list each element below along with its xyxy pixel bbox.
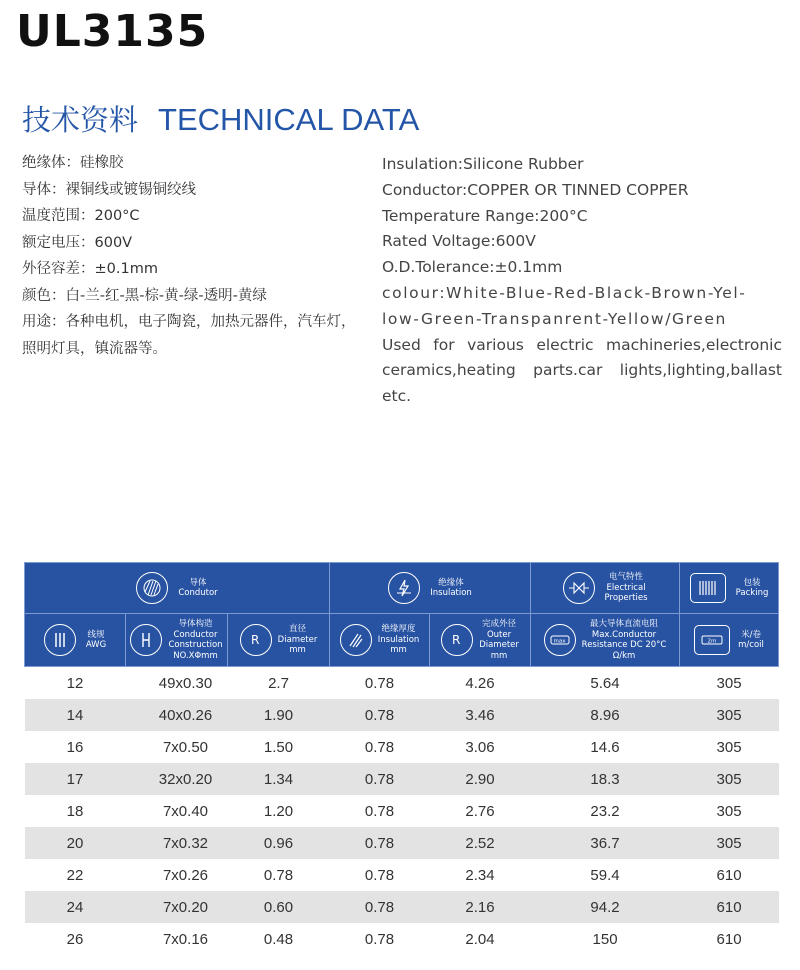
- coil-icon: [690, 573, 726, 603]
- cell-resistance: 59.4: [590, 866, 620, 884]
- cell-construction: 40x0.26: [126, 699, 228, 731]
- cell-diameter: 1.20: [263, 802, 294, 820]
- wire-gauge-icon: [44, 624, 76, 656]
- col-construction-en2: Construction: [168, 640, 223, 650]
- col-diameter-en: Diameter: [277, 634, 318, 645]
- spec-table-body: [25, 667, 779, 956]
- cell-packing: 610: [716, 866, 742, 884]
- specs-chinese: [22, 150, 362, 362]
- col-outer-cn: 完成外径: [482, 619, 517, 629]
- specs-english: [382, 152, 782, 410]
- spec-cn-tolerance: 外径容差：±0.1mm: [22, 261, 158, 277]
- cell-insulation: 0.78: [364, 674, 395, 692]
- cell-construction: 7x0.20: [126, 891, 228, 923]
- cell-diameter: 1.34: [228, 763, 330, 795]
- table-row: [25, 859, 779, 891]
- group-packing: [680, 563, 779, 614]
- cell-packing: 305: [680, 699, 779, 731]
- cell-construction: 7x0.26: [162, 866, 209, 884]
- col-diameter-cn: 直径: [289, 624, 307, 635]
- cell-outer: 4.26: [465, 674, 495, 692]
- spec-cn-insulation: 绝缘体：硅橡胶: [22, 155, 124, 171]
- insulation-layer-icon: [340, 624, 372, 656]
- length-icon: [694, 625, 730, 655]
- cell-outer: 3.06: [465, 738, 495, 756]
- cell-construction: 7x0.32: [126, 827, 228, 859]
- col-diameter: [228, 614, 330, 667]
- cell-insulation: 0.78: [330, 827, 430, 859]
- cell-awg: 22: [66, 866, 84, 884]
- cell-insulation: 0.78: [330, 891, 430, 923]
- cell-outer: 3.46: [430, 699, 531, 731]
- spec-cn-conductor: 导体：裸铜线或镀锡铜绞线: [22, 181, 196, 198]
- table-row: [25, 667, 779, 700]
- cell-diameter: 0.60: [228, 891, 330, 923]
- group-conductor-en: Condutor: [178, 588, 218, 598]
- table-row: [25, 763, 779, 795]
- model-title: UL3135: [16, 6, 209, 57]
- group-conductor-cn: 导体: [189, 577, 207, 588]
- cell-packing: 610: [680, 891, 779, 923]
- cell-outer: 2.34: [465, 866, 495, 884]
- spec-en-insulation: Insulation:Silicone Rubber: [382, 155, 584, 173]
- col-resistance: [531, 614, 680, 667]
- cell-diameter: 2.7: [268, 674, 289, 692]
- cell-packing: 305: [680, 763, 779, 795]
- svg-text:R: R: [452, 633, 461, 647]
- col-packing-cn: 米/卷: [741, 629, 761, 640]
- col-outer-en2: Diameter: [479, 640, 519, 650]
- cell-diameter: 1.50: [263, 738, 294, 756]
- cell-awg: 16: [66, 738, 84, 756]
- col-resistance-en: Max.Conductor: [591, 629, 657, 640]
- spec-en-usage: Used for various electric machineries,electronic ceramics,heating parts.car lights,lighting,ballast etc.: [382, 335, 782, 406]
- cell-awg: 17: [25, 763, 126, 795]
- col-packing-en: m/coil: [738, 640, 764, 650]
- col-insulation-en2: mm: [390, 645, 407, 656]
- spec-cn-usage: 用途：各种电机，电子陶瓷，加热元器件，汽车灯，照明灯具，镇流器等。: [22, 314, 356, 357]
- cell-resistance: 14.6: [590, 738, 620, 756]
- strand-construction-icon: [130, 624, 162, 656]
- spec-en-voltage: Rated Voltage:600V: [382, 232, 536, 251]
- cell-insulation: 0.78: [330, 763, 430, 795]
- cell-diameter: 0.96: [228, 827, 330, 859]
- section-title: [22, 98, 419, 139]
- radius-icon: [240, 624, 272, 656]
- cell-resistance: 8.96: [531, 699, 680, 731]
- cell-awg: 20: [25, 827, 126, 859]
- resistor-icon: [563, 572, 595, 604]
- table-row: [25, 827, 779, 859]
- svg-text:max: max: [553, 638, 566, 645]
- group-electrical: [531, 563, 680, 614]
- col-diameter-en2: mm: [289, 645, 306, 656]
- cell-insulation: 0.78: [330, 699, 430, 731]
- svg-text:R: R: [250, 633, 260, 647]
- col-insulation-cn: 绝缘厚度: [381, 624, 416, 635]
- cell-outer: 2.04: [465, 930, 495, 948]
- col-construction-en3: NO.XΦmm: [173, 650, 218, 661]
- cell-awg: 18: [66, 802, 84, 820]
- col-construction: [126, 614, 228, 667]
- cell-awg: 14: [25, 699, 126, 731]
- col-resistance-cn: 最大导体直流电阻: [590, 619, 659, 629]
- cell-resistance: 150: [592, 930, 618, 948]
- group-electrical-cn: 电气特性: [609, 572, 644, 583]
- spec-en-colour: colour:White-Blue-Red-Black-Brown-Yel-low-Green-Transpanrent-Yellow/Green: [382, 283, 747, 328]
- cell-outer: 2.52: [430, 827, 531, 859]
- cell-outer: 2.16: [430, 891, 531, 923]
- group-insulation: [330, 563, 531, 614]
- cell-construction: 7x0.40: [162, 802, 209, 820]
- cell-insulation: 0.78: [364, 866, 395, 884]
- col-outer-en: Outer: [486, 629, 512, 640]
- col-resistance-en3: Ω/km: [612, 650, 636, 661]
- cell-awg: 26: [66, 930, 84, 948]
- cell-diameter: 1.90: [228, 699, 330, 731]
- cell-construction: 32x0.20: [126, 763, 228, 795]
- group-insulation-cn: 绝缘体: [438, 577, 464, 588]
- table-row: [25, 699, 779, 731]
- group-packing-cn: 包装: [743, 577, 761, 588]
- cell-resistance: 36.7: [531, 827, 680, 859]
- group-insulation-en: Insulation: [430, 588, 472, 598]
- spec-cn-colour: 颜色：白-兰-红-黑-棕-黄-绿-透明-黄绿: [22, 287, 267, 304]
- cell-construction: 7x0.50: [162, 738, 209, 756]
- group-electrical-en2: Properties: [604, 593, 648, 604]
- max-resistance-icon: [544, 624, 576, 656]
- col-packing: [680, 614, 779, 667]
- cell-insulation: 0.78: [364, 930, 395, 948]
- cell-awg: 12: [66, 674, 84, 692]
- section-title-cn: 技术资料: [22, 103, 139, 137]
- col-awg: [25, 614, 126, 667]
- cell-insulation: 0.78: [364, 738, 395, 756]
- cell-diameter: 0.78: [263, 866, 294, 884]
- table-row: [25, 731, 779, 763]
- spec-en-conductor: Conductor:COPPER OR TINNED COPPER: [382, 180, 689, 199]
- cell-outer: 2.76: [465, 802, 495, 820]
- insulation-bolt-icon: [388, 572, 420, 604]
- cell-resistance: 23.2: [590, 802, 620, 820]
- cell-outer: 2.90: [430, 763, 531, 795]
- spec-en-tolerance: O.D.Tolerance:±0.1mm: [382, 258, 563, 277]
- cell-construction: 49x0.30: [158, 674, 213, 692]
- cell-construction: 7x0.16: [162, 930, 209, 948]
- col-construction-cn: 导体构造: [178, 619, 213, 629]
- col-insulation-thickness: [330, 614, 430, 667]
- cell-resistance: 18.3: [531, 763, 680, 795]
- cell-resistance: 94.2: [531, 891, 680, 923]
- outer-radius-icon: [441, 624, 473, 656]
- spec-cn-voltage: 额定电压：600V: [22, 234, 133, 251]
- spec-cn-temperature: 温度范围：200°C: [22, 208, 140, 224]
- cell-resistance: 5.64: [590, 674, 620, 692]
- col-insulation-en: Insulation: [377, 634, 420, 645]
- col-outer-en3: mm: [490, 650, 508, 661]
- group-packing-en: Packing: [735, 588, 769, 598]
- conductor-strand-icon: [136, 572, 168, 604]
- table-row: [25, 795, 779, 827]
- table-row: [25, 923, 779, 955]
- col-construction-en: Conductor: [173, 629, 218, 640]
- cell-packing: 305: [680, 827, 779, 859]
- cell-packing: 305: [716, 674, 742, 692]
- cell-diameter: 0.48: [263, 930, 294, 948]
- table-row: [25, 891, 779, 923]
- cell-insulation: 0.78: [364, 802, 395, 820]
- spec-table: [24, 562, 779, 955]
- col-awg-en: AWG: [85, 640, 107, 650]
- cell-awg: 24: [25, 891, 126, 923]
- col-outer-diameter: [430, 614, 531, 667]
- section-title-en: TECHNICAL DATA: [158, 102, 420, 137]
- cell-packing: 305: [716, 802, 742, 820]
- cell-packing: 305: [716, 738, 742, 756]
- col-awg-cn: 线规: [87, 629, 105, 640]
- group-electrical-en: Electrical: [606, 582, 646, 593]
- col-resistance-en2: Resistance DC 20°C: [581, 640, 667, 650]
- svg-text:2m: 2m: [707, 638, 717, 645]
- group-conductor: [25, 563, 330, 614]
- spec-en-temperature: Temperature Range:200°C: [382, 206, 588, 225]
- cell-packing: 610: [716, 930, 742, 948]
